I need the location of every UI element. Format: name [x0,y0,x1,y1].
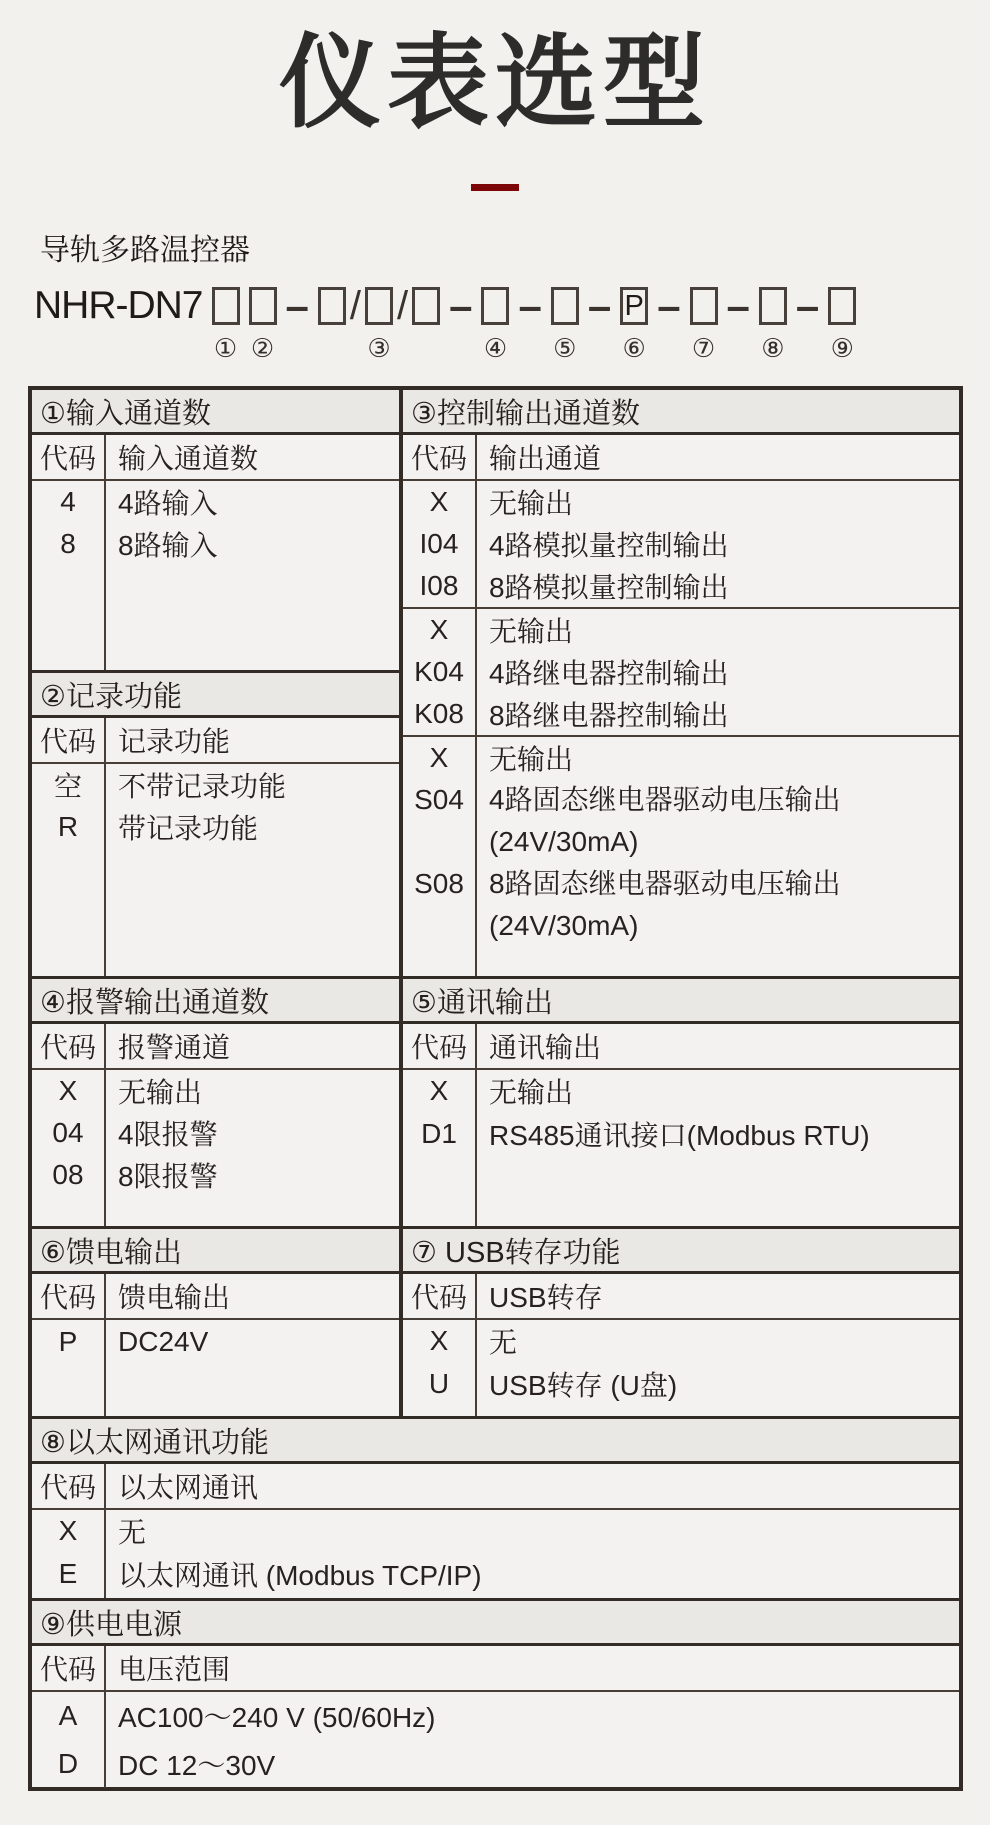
column-header-code: 代码 [32,718,106,762]
column-header-code: 代码 [403,435,477,479]
column-header-desc: 以太网通讯 [118,1472,259,1504]
row-desc: USB转存 (U盘) [489,1370,678,1402]
model-dash: – [795,282,820,330]
model-box-7 [690,287,718,325]
row-desc: 无 [118,1517,147,1549]
title-accent-dash [471,184,519,191]
row-desc: 8路继电器控制输出 [489,700,729,732]
row-code: 空 [32,764,106,806]
table-row [403,1320,959,1362]
table-region-2 [32,976,959,1226]
model-box-unit-1 [212,285,240,364]
row-desc: 带记录功能 [118,813,259,845]
section-2-subheader [32,718,399,764]
model-box-unit-7 [690,285,718,364]
section-9-subheader [32,1646,959,1692]
table-row [403,651,959,693]
model-dash-unit [795,282,820,364]
section-6-column [32,1226,403,1416]
empty-filler-row [403,1156,959,1226]
model-circle-6: ⑥ [622,334,646,365]
table-row [32,1112,399,1154]
row-desc: 无输出 [489,616,574,648]
table-row [403,737,959,779]
model-box-unit-9 [828,285,856,364]
section-8-header: ⑧以太网通讯功能 [32,1416,959,1464]
model-box-2 [249,287,277,325]
row-code: 08 [32,1154,106,1196]
row-desc: AC100～240 V (50/60Hz) [118,1702,436,1734]
section-1-subheader [32,435,399,481]
section-8-subheader [32,1464,959,1510]
table-row [32,1154,399,1196]
row-desc: 无输出 [489,744,574,776]
output-group-relay [403,609,959,737]
column-header-code: 代码 [403,1024,477,1068]
row-desc: 以太网通讯 (Modbus TCP/IP) [118,1560,482,1592]
model-dash: – [449,282,473,330]
table-row [403,565,959,607]
table-row [32,1070,399,1112]
model-circle-8: ⑧ [761,334,785,365]
model-box-group-3 [318,285,440,364]
row-desc: 无输出 [118,1077,203,1109]
model-dash: – [657,282,681,330]
model-dash-unit [285,282,309,364]
column-header-code: 代码 [32,1274,106,1318]
output-group-analog [403,481,959,609]
model-circle-9: ⑨ [830,334,854,365]
model-circle-5: ⑤ [553,334,577,365]
section-9-header: ⑨供电电源 [32,1598,959,1646]
section-7-header: ⑦ USB转存功能 [403,1226,959,1274]
row-code: 4 [32,481,106,523]
row-code: R [32,806,106,848]
model-circle-1: ① [213,334,238,365]
model-dash-unit [449,282,473,364]
table-row [32,1320,399,1364]
row-code: S08 [403,863,477,947]
model-box-P: P [620,287,648,325]
model-box-unit-8 [759,285,787,364]
model-box-9 [828,287,856,325]
table-row [32,1510,959,1552]
table-row [32,481,399,523]
product-subtitle: 导轨多路温控器 [40,234,250,268]
column-header-code: 代码 [32,1464,106,1508]
row-code: K08 [403,693,477,735]
section-5-column [403,976,959,1226]
empty-filler-row [32,848,399,976]
row-desc: 8限报警 [118,1161,218,1193]
table-row [403,609,959,651]
row-code: 8 [32,523,106,565]
model-box-unit-2 [249,285,277,364]
column-header-code: 代码 [32,1024,106,1068]
model-box-unit-4 [481,285,509,364]
row-code: D1 [403,1112,477,1156]
table-row [403,523,959,565]
row-code: X [403,609,477,651]
column-header-desc: 报警通道 [118,1032,231,1064]
row-code: U [403,1362,477,1406]
row-code: K04 [403,651,477,693]
section-6-subheader [32,1274,399,1320]
column-header-code: 代码 [32,435,106,479]
model-dash-unit [657,282,681,364]
empty-filler-row [403,947,959,976]
column-header-desc: 输入通道数 [118,443,259,475]
model-dash: – [726,282,750,330]
row-desc: DC 12～30V [118,1750,276,1782]
empty-filler-row [32,1364,399,1416]
table-row [403,863,959,947]
column-header-desc: 通讯输出 [489,1032,602,1064]
column-header-desc: 馈电输出 [118,1282,231,1314]
table-region-3 [32,1226,959,1416]
row-code: D [32,1740,106,1788]
section-4-header: ④报警输出通道数 [32,976,399,1024]
column-header-desc: USB转存 [489,1282,603,1314]
table-row [403,779,959,863]
model-dash: – [285,282,309,330]
row-desc: 8路固态继电器驱动电压输出 (24V/30mA) [489,868,841,942]
model-box-unit-6 [620,285,648,364]
table-region-1 [32,390,959,976]
table-row [403,1362,959,1406]
section-1-2-column [32,390,403,976]
row-code: E [32,1552,106,1596]
model-circle-7: ⑦ [691,334,716,365]
model-dash: – [587,282,612,330]
section-6-header: ⑥馈电输出 [32,1226,399,1274]
section-7-column [403,1226,959,1416]
row-desc: 4路固态继电器驱动电压输出 (24V/30mA) [489,784,841,858]
page-title: 仪表选型 [279,26,711,140]
model-box-8 [759,287,787,325]
row-desc: 4路继电器控制输出 [489,658,729,690]
table-row [403,693,959,735]
row-code: X [403,481,477,523]
row-code: I08 [403,565,477,607]
section-2-header: ②记录功能 [32,670,399,718]
section-7-subheader [403,1274,959,1320]
row-desc: 8路输入 [118,530,218,562]
model-prefix-unit [34,285,203,364]
section-4-column [32,976,403,1226]
row-desc: 无 [489,1327,518,1359]
column-header-desc: 输出通道 [489,443,602,475]
empty-filler-row [403,1406,959,1416]
model-circle-4: ④ [483,334,508,365]
table-row [32,764,399,806]
column-header-code: 代码 [32,1646,106,1690]
row-code: P [32,1320,106,1364]
model-dash-unit [726,282,750,364]
model-box-4 [481,287,509,325]
section-5-subheader [403,1024,959,1070]
table-row [403,481,959,523]
row-code: X [403,1070,477,1112]
model-dash: – [518,282,542,330]
model-dash-unit [518,282,542,364]
table-row [32,1740,959,1788]
row-code: X [403,1320,477,1362]
model-prefix: NHR-DN7 [34,284,203,328]
table-row [32,1692,959,1740]
row-desc: 无输出 [489,488,574,520]
row-desc: 不带记录功能 [118,771,287,803]
model-box-unit-5 [551,285,579,364]
row-desc: DC24V [118,1326,209,1358]
row-code: S04 [403,779,477,863]
table-row [32,523,399,565]
model-box-3c [412,287,440,325]
model-slash: / [396,284,409,329]
model-slash: / [349,284,361,329]
column-header-desc: 记录功能 [118,726,231,758]
table-row [403,1112,959,1156]
section-1-header: ①输入通道数 [32,390,399,435]
row-desc: RS485通讯接口(Modbus RTU) [489,1120,870,1152]
empty-filler-row [32,565,399,670]
row-code: X [403,737,477,779]
table-region-5 [32,1598,959,1788]
model-dash-unit [587,282,612,364]
section-3-subheader [403,435,959,481]
row-desc: 4路输入 [118,488,218,520]
row-desc: 4限报警 [118,1119,218,1151]
column-header-code: 代码 [403,1274,477,1318]
row-desc: 无输出 [489,1077,574,1109]
row-desc: 8路模拟量控制输出 [489,572,729,604]
model-box-1 [212,287,240,325]
row-desc: 4路模拟量控制输出 [489,530,729,562]
selection-table [28,386,963,1791]
section-5-header: ⑤通讯输出 [403,976,959,1024]
output-group-ssr [403,737,959,947]
table-row [403,1070,959,1112]
model-box-3b [365,287,393,325]
model-circle-3: ③ [367,334,391,365]
model-circle-2: ② [250,334,275,365]
table-region-4 [32,1416,959,1598]
table-row [32,1552,959,1596]
section-3-header: ③控制输出通道数 [403,390,959,435]
section-3-column [403,390,959,976]
section-4-subheader [32,1024,399,1070]
row-code: I04 [403,523,477,565]
row-code: A [32,1692,106,1740]
row-code: X [32,1070,106,1112]
model-box-3a [318,287,346,325]
row-code: 04 [32,1112,106,1154]
row-code: X [32,1510,106,1552]
model-code-line [34,282,990,365]
column-header-desc: 电压范围 [118,1654,231,1686]
model-box-5 [551,287,579,325]
empty-filler-row [32,1196,399,1226]
table-row [32,806,399,848]
